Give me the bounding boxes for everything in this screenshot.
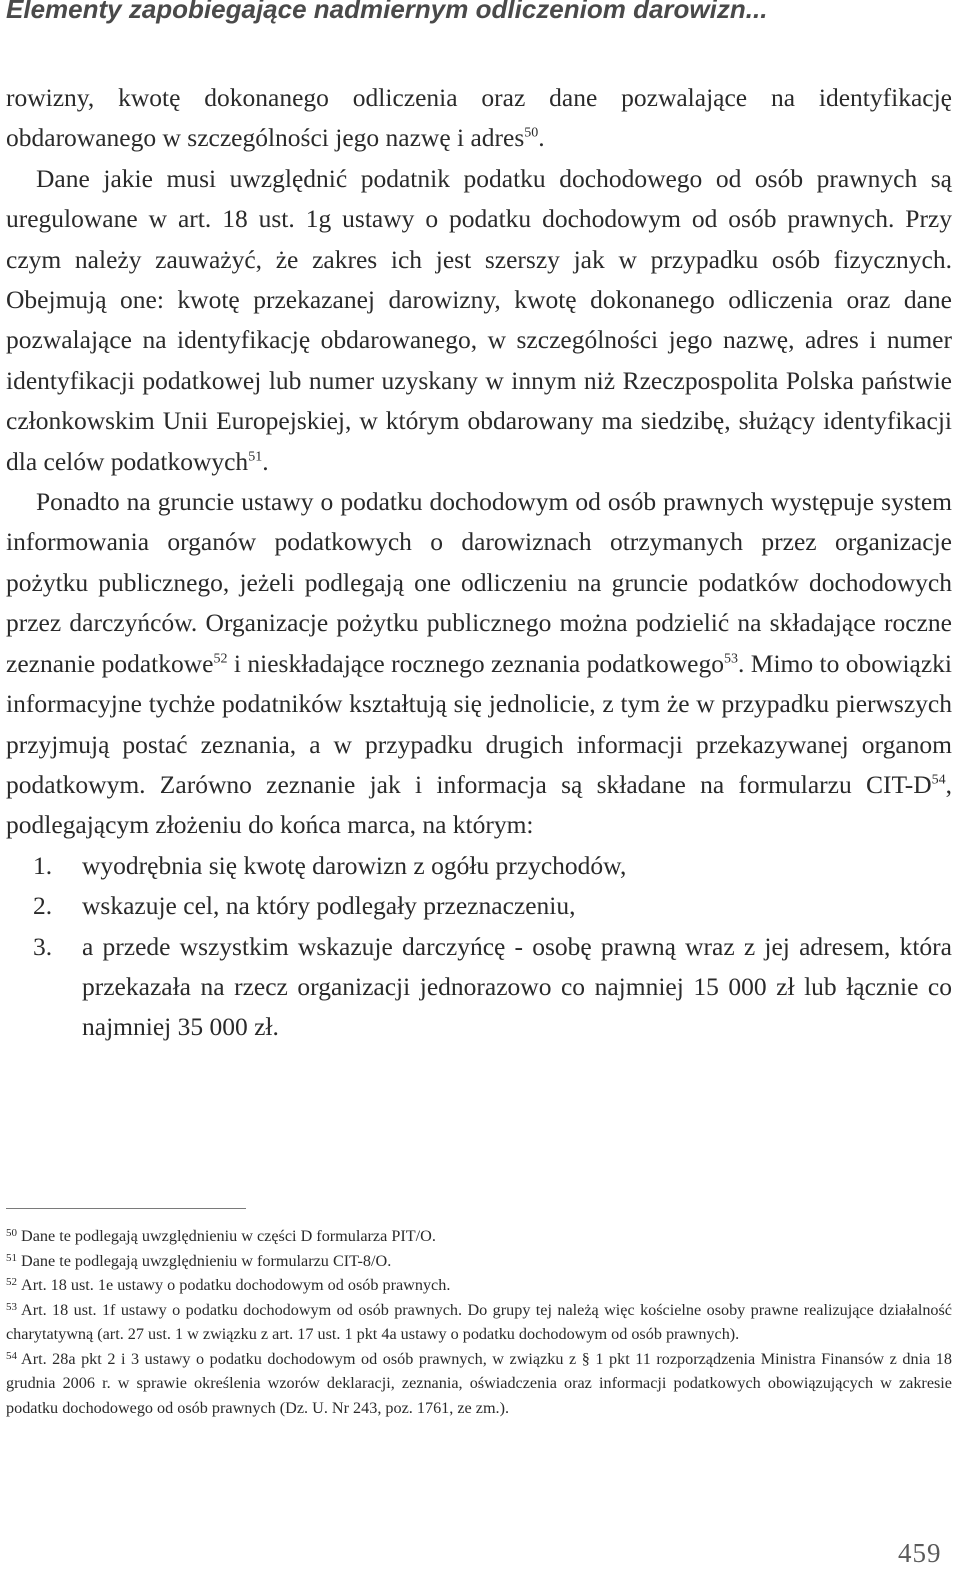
paragraph-text: rowizny, kwotę dokonanego odliczenia oraz dane pozwalające na identyfikację obdarowanego w szczególności jego nazwę i adres xyxy=(6,83,952,153)
paragraph-text: , podlegającym złożeniu do końca marca, na którym: xyxy=(6,769,952,840)
footnote-ref[interactable]: 53 xyxy=(723,651,738,667)
paragraph-text: Dane jakie musi uwzględnić podatnik podatku dochodowego od osób prawnych są uregulowane w art. 18 ust. 1g ustawy o podatku dochodowym od osób prawnych. Przy czym należy zauważyć, że zakres ich jest szerszy jak w przypadku osób fizycznych. Obejmują one: kwotę przekazanej darowizny, kwotę dokonanego odliczenia oraz dane pozwalające na identyfikację obdarowanego, w szczególności jego nazwę, adres i numer identyfikacji podatkowej lub numer uzyskany w innym niż Rzeczpospolita Polska państwie członkowskim Unii Europejskiej, w którym obdarowany ma siedzibę, służący identyfikacji dla celów podatkowych xyxy=(6,163,952,476)
list-item xyxy=(6,886,952,926)
footnote xyxy=(6,1298,952,1347)
footnote-number: 52 xyxy=(6,1276,17,1288)
list-item-text: wskazuje cel, na który podlegały przeznaczeniu, xyxy=(82,891,576,921)
running-header: Elementy zapobiegające nadmiernym odliczeniom darowizn... xyxy=(6,0,768,24)
page-number: 459 xyxy=(898,1538,942,1568)
list-number: 1. xyxy=(33,850,53,880)
main-text xyxy=(6,78,952,1048)
footnote xyxy=(6,1273,952,1298)
paragraph xyxy=(6,159,952,482)
footnote-text: Art. 18 ust. 1f ustawy o podatku dochodowym od osób prawnych. Do grupy tej należą więc kościelne osoby prawne realizujące działalność charytatywną (art. 27 ust. 1 w związku z art. 17 ust. 1 pkt 4a ustawy o podatku dochodowym od osób prawnych). xyxy=(6,1300,952,1343)
list-item xyxy=(6,846,952,886)
numbered-list xyxy=(6,846,952,1048)
list-item-text: wyodrębnia się kwotę darowizn z ogółu przychodów, xyxy=(82,850,627,880)
footnote-ref[interactable]: 50 xyxy=(524,125,539,141)
paragraph-text: . xyxy=(538,123,545,153)
footnotes xyxy=(6,1224,952,1420)
list-number: 2. xyxy=(33,891,53,921)
list-item-text: a przede wszystkim wskazuje darczyńcę - osobę prawną wraz z jej adresem, która przekazała na rzecz organizacji jednorazowo co najmniej 15 000 zł lub łącznie co najmniej 35 000 zł. xyxy=(82,931,952,1042)
footnote-text: Art. 28a pkt 2 i 3 ustawy o podatku dochodowym od osób prawnych, w związku z § 1 pkt 11 rozporządzenia Ministra Finansów z dnia 18 grudnia 2006 r. w sprawie określenia wzorów deklaracji, zeznania, oświadczenia oraz informacji podatkowych obowiązujących w zakresie podatku dochodowego od osób prawnych (Dz. U. Nr 243, poz. 1761, ze zm.). xyxy=(6,1349,952,1417)
footnote-ref[interactable]: 52 xyxy=(213,651,228,667)
footnote xyxy=(6,1224,952,1249)
footnote xyxy=(6,1347,952,1421)
footnote-number: 54 xyxy=(6,1349,17,1362)
list-number: 3. xyxy=(33,931,53,961)
paragraph-continued xyxy=(6,78,952,159)
list-item xyxy=(6,927,952,1048)
paragraph-text: . xyxy=(262,446,269,476)
footnote-ref[interactable]: 54 xyxy=(931,772,946,788)
paragraph xyxy=(6,482,952,846)
paragraph-text: i nieskładające rocznego zeznania podatkowego xyxy=(227,648,724,678)
footnote-text: Dane te podlegają uwzględnieniu w formularzu CIT-8/O. xyxy=(21,1251,392,1270)
footnote-text: Dane te podlegają uwzględnieniu w części D formularza PIT/O. xyxy=(21,1227,436,1245)
footnote-number: 51 xyxy=(6,1251,17,1264)
footnote-number: 53 xyxy=(6,1300,17,1313)
footnote-text: Art. 18 ust. 1e ustawy o podatku dochodowym od osób prawnych. xyxy=(21,1276,451,1294)
footnote-number: 50 xyxy=(6,1227,17,1239)
paragraph-text: Ponadto na gruncie ustawy o podatku dochodowym od osób prawnych występuje system informowania organów podatkowych o darowiznach otrzymanych przez organizacje pożytku publicznego, jeżeli podlegają one odliczeniu na gruncie podatków dochodowych przez darczyńców. Organizacje pożytku publicznego można podzielić na składające roczne zeznanie podatkowe xyxy=(6,487,952,678)
footnote-separator xyxy=(6,1208,246,1209)
footnote xyxy=(6,1249,952,1274)
paragraph-text: . Mimo to obowiązki informacyjne tychże podatników kształtują się jednolicie, z tym że w przypadku pierwszych przyjmują postać zeznania, a w przypadku drugich informacji przekazywanej organom podatkowym. Zarówno zeznanie jak i informacja są składane na formularzu CIT-D xyxy=(6,648,952,799)
footnote-ref[interactable]: 51 xyxy=(248,449,263,465)
